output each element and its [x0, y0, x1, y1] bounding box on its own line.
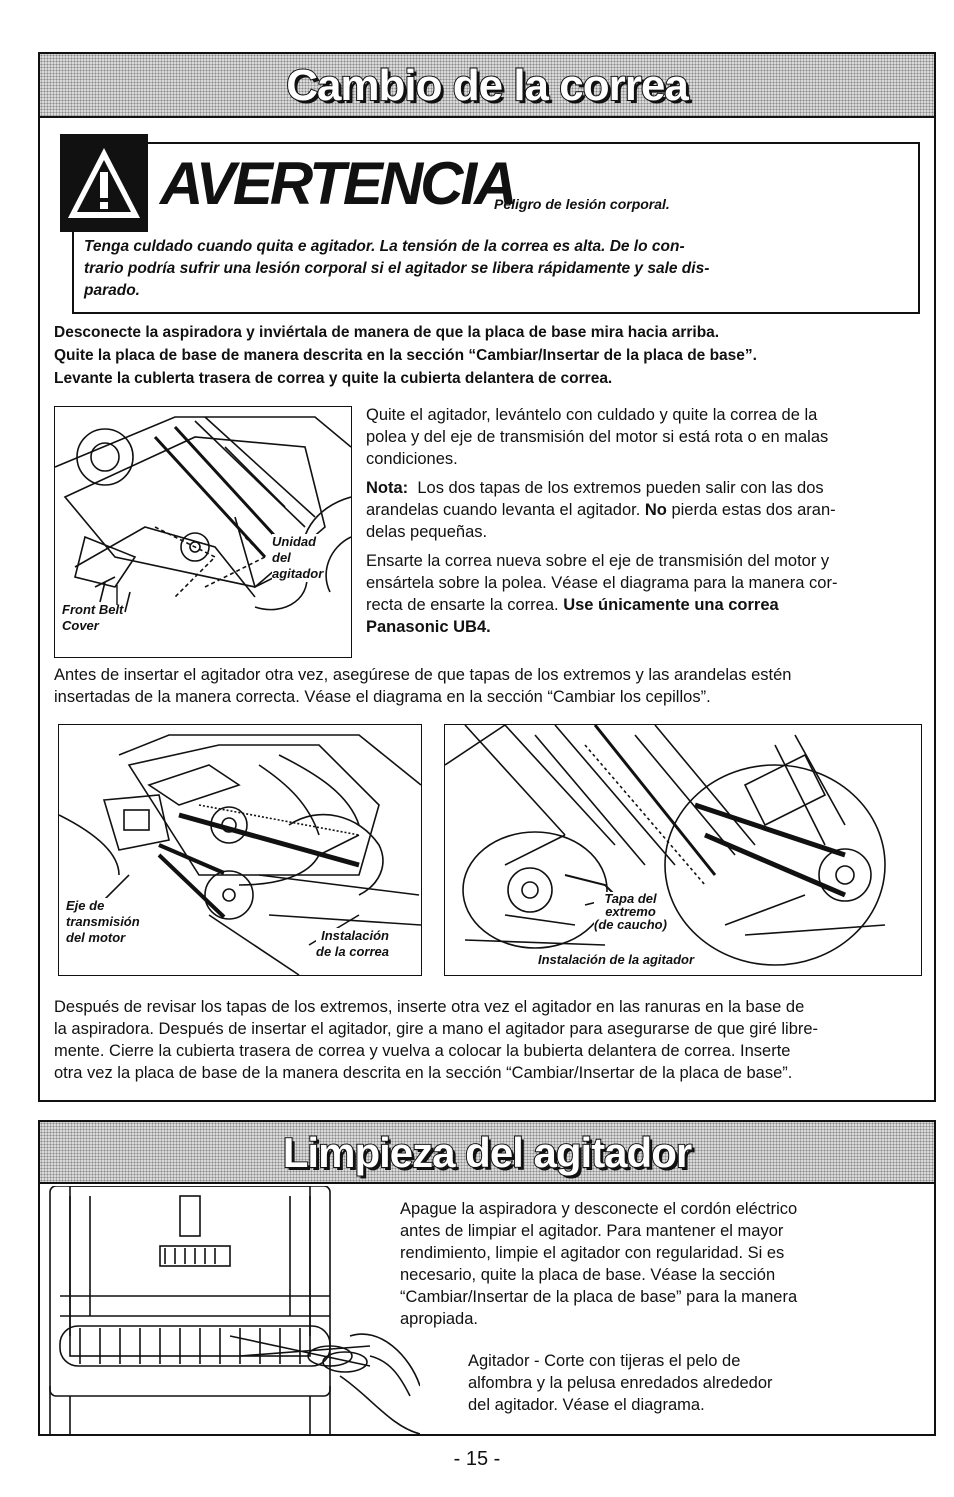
- end-cap-label: [594, 892, 667, 931]
- text-line: Antes de insertar el agitador otra vez, asegúrese de que tapas de los extremos y las arandelas estén: [54, 666, 792, 684]
- label-line: transmisión: [66, 914, 140, 929]
- warning-line: trario podría sufrir una lesión corporal si el agitador se libera rápidamente y sale dis-: [84, 260, 710, 277]
- page-number: - 15 -: [453, 1448, 501, 1470]
- text-line: insertadas de la manera correcta. Véase el diagrama en la sección “Cambiar los cepillos”.: [54, 688, 711, 706]
- text-line: “Cambiar/Insertar de la placa de base” para la manera: [400, 1288, 798, 1306]
- text-emphasis: Use únicamente una correa: [563, 596, 779, 614]
- label-line: del: [272, 550, 291, 565]
- front-belt-cover-label: [62, 602, 123, 634]
- note-line: [366, 499, 932, 521]
- note-text: arandelas cuando levanta el agitador.: [366, 501, 645, 519]
- label-line: Cover: [62, 618, 99, 633]
- text-line: Panasonic UB4.: [366, 618, 491, 636]
- section-title: Limpieza del agitador: [282, 1129, 692, 1176]
- before-insert-paragraph: [54, 664, 934, 708]
- text-span: recta de ensarte la correa.: [366, 596, 564, 614]
- agitator-cutting-instructions: [468, 1350, 928, 1416]
- text-line: Quite el agitador, levántelo con culdado y quite la correa de la: [366, 406, 818, 424]
- text-line: apropiada.: [400, 1310, 478, 1328]
- warning-heading: AVERTENCIA: [160, 150, 515, 217]
- warning-text: [84, 236, 914, 302]
- after-review-paragraph: [54, 996, 934, 1084]
- warning-subheading: Peligro de lesión corporal.: [494, 196, 670, 212]
- label-line: Unidad: [272, 534, 317, 549]
- label-line: Instalación: [321, 928, 389, 943]
- text-line: Agitador - Corte con tijeras el pelo de: [468, 1352, 741, 1370]
- text-line: del agitador. Véase el diagrama.: [468, 1396, 705, 1414]
- label-line: Eje de: [66, 898, 105, 913]
- figure-agitator-installation: [444, 724, 922, 976]
- warning-line: parado.: [84, 282, 140, 299]
- note-label: Nota:: [366, 479, 409, 497]
- section-title: Cambio de la correa: [286, 61, 688, 110]
- cleaning-instructions: [400, 1198, 930, 1330]
- text-line: antes de limpiar el agitador. Para mantener el mayor: [400, 1222, 784, 1240]
- label-line: extremo: [605, 904, 656, 919]
- agitator-cleaning-illustration: [40, 1186, 420, 1434]
- text-line: Apague la aspiradora y desconecte el cordón eléctrico: [400, 1200, 798, 1218]
- text-line: otra vez la placa de base de la manera descrita en la sección “Cambiar/Insertar de la placa de base”.: [54, 1064, 793, 1082]
- note-line: [366, 477, 932, 499]
- instruction-line: Levante la cublerta trasera de correa y quite la cubierta delantera de correa.: [54, 370, 613, 387]
- instruction-line: Desconecte la aspiradora y inviértala de manera de que la placa de base mira hacia arriba.: [54, 324, 720, 341]
- warning-triangle-icon: [60, 134, 148, 232]
- section-title-banner: [40, 54, 934, 118]
- label-line: Front Belt: [62, 602, 124, 617]
- warning-line: Tenga culdado cuando quita e agitador. La tensión de la correa es alta. De lo con-: [84, 238, 685, 255]
- note-emphasis: No: [644, 501, 667, 519]
- text-line: alfombra y la pelusa enredados alrededor: [468, 1374, 773, 1392]
- text-line: la aspiradora. Después de insertar el agitador, gire a mano el agitador para asegurarse de que giré libre-: [54, 1020, 819, 1038]
- label-line: (de caucho): [594, 917, 667, 932]
- text-line: mente. Cierre la cubierta trasera de correa y vuelva a colocar la bubierta delantera de correa. Inserte: [54, 1042, 791, 1060]
- label-line: Tapa del: [604, 891, 657, 906]
- warning-icon-block: [60, 134, 148, 232]
- label-line: agitador: [272, 566, 324, 581]
- figure-agitator-cleaning: [40, 1186, 420, 1434]
- note-text: pierda estas dos aran-: [666, 501, 836, 519]
- text-line: condiciones.: [366, 450, 458, 468]
- text-line: ensártela sobre la polea. Véase el diagrama para la manera cor-: [366, 574, 838, 592]
- agitator-installation-illustration: [445, 725, 921, 975]
- text-line: Después de revisar los tapas de los extremos, inserte otra vez el agitador en las ranuras en la base de: [54, 998, 805, 1016]
- text-line: Ensarte la correa nueva sobre el eje de transmisión del motor y: [366, 552, 830, 570]
- agitator-installation-label: Instalación de la agitador: [538, 952, 695, 967]
- belt-installation-label: [316, 928, 389, 960]
- motor-shaft-label: [66, 898, 140, 946]
- label-line: de la correa: [316, 944, 389, 959]
- note-line: delas pequeñas.: [366, 523, 488, 541]
- instruction-line: Quite la placa de base de manera descrita en la sección “Cambiar/Insertar de la placa de base”.: [54, 347, 757, 364]
- note-text: Los dos tapas de los extremos pueden salir con las dos: [417, 479, 824, 497]
- text-line: rendimiento, limpie el agitador con regularidad. Si es: [400, 1244, 785, 1262]
- section-title-banner: [40, 1122, 934, 1184]
- text-line: polea y del eje de transmisión del motor si está rota o en malas: [366, 428, 829, 446]
- label-line: del motor: [66, 930, 126, 945]
- text-line: necesario, quite la placa de base. Véase la sección: [400, 1266, 776, 1284]
- agitator-unit-label: [272, 534, 323, 582]
- text-line: [366, 594, 932, 616]
- instructions: [54, 321, 934, 390]
- agitator-instructions: [366, 404, 932, 638]
